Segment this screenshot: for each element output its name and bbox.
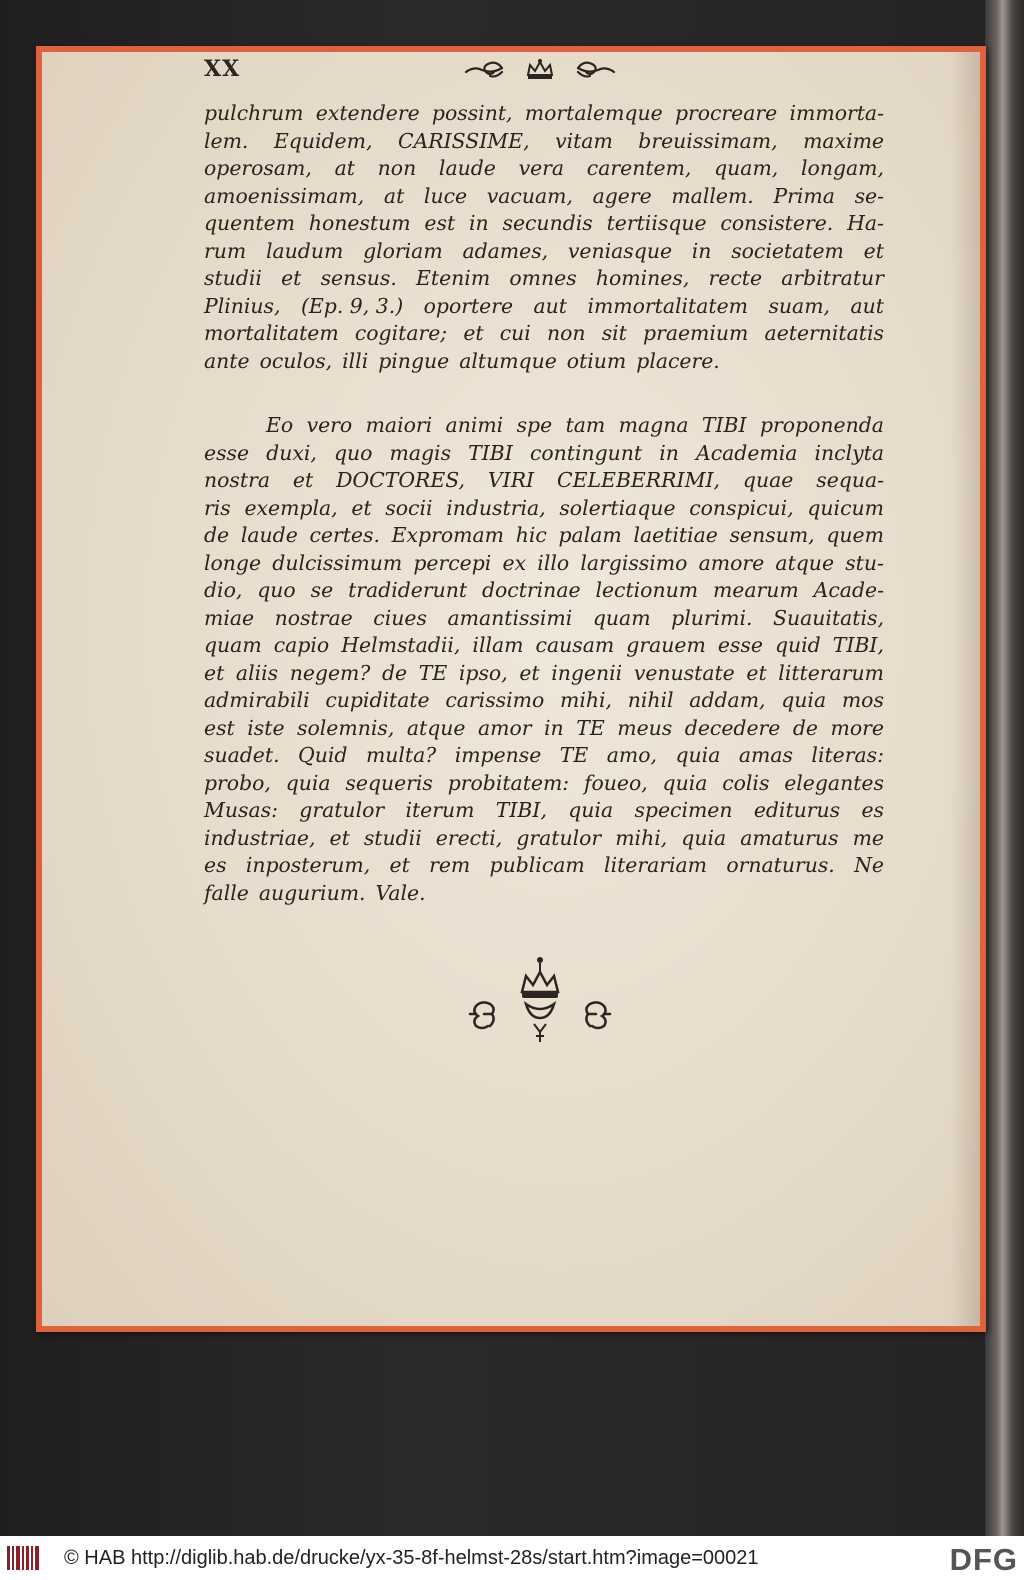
text-line	[204, 742, 884, 770]
word: studii	[204, 266, 262, 290]
word: tradiderunt	[348, 578, 468, 602]
word: laude	[240, 523, 298, 547]
word: sensum,	[729, 523, 815, 547]
word: VIRI	[487, 468, 535, 492]
word: Equidem,	[273, 128, 373, 153]
word: TE	[418, 660, 448, 685]
word: CELEBERRIMI,	[557, 468, 720, 492]
word: hic	[515, 523, 547, 547]
word: duxi,	[266, 440, 317, 465]
word: extendere	[315, 101, 420, 125]
word: ante	[204, 348, 250, 373]
word: inclyta	[814, 440, 884, 465]
word: illam	[472, 633, 524, 657]
text-line	[204, 265, 884, 293]
word: TIBI,	[832, 633, 884, 657]
word: lem.	[204, 128, 249, 153]
word: et	[863, 238, 884, 263]
word: es	[204, 853, 227, 877]
word: nihil	[627, 688, 674, 712]
word: quam,	[714, 156, 779, 180]
word: homines,	[595, 266, 690, 290]
word: aeternitatis	[764, 321, 884, 345]
word: negem?	[289, 660, 371, 685]
word: erecti,	[435, 825, 503, 850]
word: cogitare;	[354, 321, 448, 345]
word: plurimi.	[671, 605, 753, 630]
page-number: XX	[204, 56, 241, 82]
word: proponenda	[759, 413, 884, 437]
word: laetitiae	[633, 523, 718, 547]
word: doctrinae	[481, 578, 581, 602]
word: amaturus	[740, 825, 839, 850]
word: amas	[738, 743, 793, 767]
word: laudum	[265, 238, 344, 263]
word: in	[659, 440, 679, 465]
word: sequa-	[816, 468, 884, 492]
word: literas:	[811, 743, 884, 767]
text-line	[204, 100, 884, 128]
word: recte	[708, 266, 763, 290]
word: mortalemque	[524, 101, 663, 125]
word: studii	[363, 825, 422, 850]
text-line	[204, 852, 884, 880]
text-line	[204, 155, 884, 183]
word: quid	[774, 633, 821, 657]
word: de	[792, 715, 818, 740]
text-line	[204, 797, 884, 825]
word: possint,	[431, 101, 513, 125]
word: grauem	[626, 633, 706, 657]
word: et	[204, 660, 225, 685]
text-line	[204, 522, 884, 550]
word: Vale.	[375, 880, 426, 905]
text-line	[204, 238, 884, 266]
word: quia	[662, 770, 708, 795]
word: operosam,	[204, 156, 312, 180]
word: pulchrum	[204, 101, 304, 125]
word: editurus	[753, 798, 841, 822]
text-line	[204, 825, 884, 853]
word: ris	[204, 495, 231, 520]
word: iterum	[405, 798, 475, 822]
copyright-url-text: © HAB http://diglib.hab.de/drucke/yx-35-8f-helmst-28s/start.htm?image=00021	[64, 1546, 759, 1569]
word: et	[292, 468, 314, 492]
word: non	[546, 321, 586, 345]
text-line	[204, 550, 884, 578]
word: TIBI	[701, 413, 747, 437]
word: elegantes	[784, 770, 884, 795]
word: maiori	[365, 413, 433, 437]
word: rum	[204, 238, 247, 263]
word: pingue	[378, 348, 450, 373]
word: procreare	[674, 101, 778, 125]
word: aliis	[235, 660, 279, 685]
word: Academia	[695, 440, 798, 465]
word: in	[544, 715, 564, 740]
word: quentem	[204, 211, 295, 235]
word: de	[381, 660, 408, 685]
word: quia	[675, 743, 721, 767]
word: gloriam	[363, 238, 443, 263]
word: carentem,	[586, 156, 692, 180]
text-line	[204, 467, 884, 495]
word: ipso,	[458, 660, 508, 685]
word: quia	[285, 770, 331, 795]
word: TIBI,	[495, 798, 547, 822]
word: Acade-	[813, 578, 884, 602]
word: es	[861, 798, 884, 822]
word: mortalitatem	[204, 321, 339, 345]
word: tertiisque	[606, 211, 707, 235]
main-text	[204, 100, 884, 907]
word: quia	[781, 688, 827, 712]
word: solertiaque	[559, 495, 676, 520]
word: lectionum	[595, 578, 699, 602]
word: TE	[559, 743, 589, 767]
word: ex	[502, 550, 527, 575]
text-line	[204, 770, 884, 798]
word: industriae,	[204, 825, 316, 850]
word: sequeris	[345, 770, 433, 795]
word: Musas:	[204, 798, 278, 822]
word: adames,	[462, 238, 549, 263]
word: est	[204, 715, 235, 740]
word: ornaturus.	[726, 853, 835, 877]
word: magna	[618, 413, 689, 437]
word: nostra	[204, 468, 270, 492]
word: mos	[841, 688, 884, 712]
word: Helmstadii,	[341, 633, 461, 657]
word: sensus.	[320, 266, 397, 290]
word: se-	[854, 183, 884, 208]
text-line	[204, 183, 884, 211]
word: specimen	[634, 798, 733, 822]
word: atque	[406, 715, 466, 740]
text-line	[204, 293, 884, 321]
word: cui	[499, 321, 531, 345]
word: mihi,	[560, 688, 612, 712]
word: miae	[204, 605, 255, 630]
word: in	[691, 238, 712, 263]
word: at	[334, 156, 355, 180]
word: quae	[742, 468, 794, 492]
word: aut	[533, 293, 567, 318]
word: vitam	[555, 128, 613, 153]
word: Expromam	[391, 523, 504, 547]
word: TIBI	[468, 440, 513, 465]
word: amantissimi	[447, 605, 573, 630]
word: suadet.	[204, 743, 280, 767]
word: litterarum	[778, 660, 884, 685]
word: admirabili	[204, 688, 310, 712]
word: vero	[306, 413, 353, 437]
word: Ne	[854, 853, 884, 877]
word: oculos,	[259, 348, 333, 373]
word: cupiditate	[325, 688, 430, 712]
word: socii	[385, 495, 433, 520]
word: palam	[558, 523, 622, 547]
word: secundis	[502, 211, 593, 235]
word: nostrae	[274, 605, 353, 630]
word: conspicui,	[689, 495, 794, 520]
text-line	[204, 210, 884, 238]
word: falle	[204, 880, 249, 905]
word: iste	[247, 715, 285, 740]
word: me	[852, 825, 884, 850]
word: quam	[592, 605, 651, 630]
word: agere	[592, 183, 652, 208]
word: publicam	[489, 853, 585, 877]
text-line	[204, 320, 884, 348]
barcode-icon	[6, 1544, 42, 1572]
word: rem	[429, 853, 471, 877]
word: est	[424, 211, 456, 235]
word: breuissimam,	[638, 128, 778, 153]
word: probitatem:	[447, 770, 570, 795]
word: praemium	[643, 321, 749, 345]
word: immorta-	[789, 101, 884, 125]
word: et	[281, 266, 302, 290]
word: inposterum,	[245, 853, 371, 877]
word: mihi,	[615, 825, 668, 850]
word: Eo	[266, 413, 294, 437]
word: literariam	[604, 853, 708, 877]
word: amo,	[606, 743, 658, 767]
word: et	[519, 660, 540, 685]
word: quem	[826, 523, 884, 547]
text-line	[204, 687, 884, 715]
word: foueo,	[583, 770, 648, 795]
word: et	[463, 321, 484, 345]
word: solemnis,	[297, 715, 395, 740]
word: contingunt	[529, 440, 643, 465]
text-line	[204, 412, 884, 440]
word: longam,	[801, 156, 884, 180]
word: vacuam,	[486, 183, 573, 208]
word: quo	[333, 440, 373, 465]
word: Quid	[298, 743, 348, 767]
paragraph-gap	[204, 375, 884, 412]
text-line	[204, 880, 884, 908]
word: meus	[617, 715, 673, 740]
word: honestum	[308, 211, 411, 235]
word: Plinius,	[204, 293, 281, 318]
word: de	[204, 523, 230, 547]
word: amoenissimam,	[204, 183, 365, 208]
word: sit	[601, 321, 627, 345]
word: venustate	[633, 660, 735, 685]
word: TE	[576, 715, 605, 740]
word: suam,	[768, 293, 831, 318]
word: in	[468, 211, 489, 235]
word: immortalitatem	[587, 293, 748, 318]
word: colis	[722, 770, 770, 795]
word: placere.	[636, 348, 720, 373]
word: (Ep. 9, 3.)	[300, 293, 404, 318]
word: aut	[850, 293, 884, 318]
word: longe	[204, 550, 262, 575]
word: esse	[204, 440, 250, 465]
text-line	[204, 128, 884, 156]
word: addam,	[689, 688, 766, 712]
word: gratulor	[516, 825, 602, 850]
word: mearum	[712, 578, 799, 602]
word: ciues	[373, 605, 427, 630]
word: amore	[698, 550, 765, 575]
word: industria,	[446, 495, 546, 520]
word: et	[351, 495, 372, 520]
word: oportere	[423, 293, 514, 318]
word: Suauitatis,	[773, 605, 884, 630]
word: carissimo	[445, 688, 545, 712]
word: et	[746, 660, 767, 685]
word: quo	[257, 578, 296, 602]
word: quia	[681, 825, 727, 850]
word: Etenim	[416, 266, 491, 290]
word: illo	[537, 550, 570, 575]
word: gratulor	[299, 798, 385, 822]
word: se	[310, 578, 334, 602]
word: quicum	[807, 495, 884, 520]
text-line	[204, 605, 884, 633]
word: Prima	[773, 183, 835, 208]
footer-bar	[0, 1536, 1024, 1580]
word: arbitratur	[781, 266, 884, 290]
word: augurium.	[258, 880, 366, 905]
word: illi	[342, 348, 369, 373]
word: otium	[566, 348, 627, 373]
word: dulcissimum	[272, 550, 403, 575]
text-line	[204, 577, 884, 605]
word: multa?	[365, 743, 437, 767]
word: animi	[445, 413, 504, 437]
word: impense	[454, 743, 542, 767]
word: probo,	[204, 770, 271, 795]
word: quia	[568, 798, 614, 822]
word: omnes	[509, 266, 577, 290]
word: amor	[477, 715, 532, 740]
word: laude	[438, 156, 496, 180]
word: et	[329, 825, 350, 850]
word: more	[830, 715, 884, 740]
word: quam	[204, 633, 262, 657]
text-line	[204, 495, 884, 523]
word: magis	[389, 440, 452, 465]
dfg-logo: DFG	[949, 1542, 1018, 1577]
word: spe	[516, 413, 553, 437]
word: non	[377, 156, 417, 180]
word: consistere.	[720, 211, 834, 235]
text-line	[204, 440, 884, 468]
word: stu-	[845, 550, 884, 575]
word: tam	[565, 413, 606, 437]
word: dio,	[204, 578, 243, 602]
text-line	[204, 660, 884, 688]
word: decedere	[684, 715, 781, 740]
header-ornament	[450, 54, 630, 84]
word: et	[389, 853, 410, 877]
word: DOCTORES,	[336, 468, 466, 492]
text-line	[204, 632, 884, 660]
word: causam	[535, 633, 615, 657]
word: at	[383, 183, 405, 208]
tailpiece-ornament	[450, 952, 630, 1062]
word: maxime	[803, 128, 884, 153]
word: esse	[717, 633, 763, 657]
book-edge	[985, 0, 1024, 1536]
text-line	[204, 715, 884, 743]
word: largissimo	[580, 550, 688, 575]
word: veniasque	[567, 238, 673, 263]
word: exempla,	[244, 495, 338, 520]
word: percepi	[413, 550, 492, 575]
word: ingenii	[551, 660, 623, 685]
word: vera	[518, 156, 565, 180]
word: certes.	[309, 523, 380, 547]
word: atque	[775, 550, 835, 575]
word: mallem.	[671, 183, 754, 208]
word: altumque	[459, 348, 557, 373]
word: luce	[423, 183, 468, 208]
text-line	[204, 348, 884, 376]
word: capio	[273, 633, 330, 657]
word: CARISSIME,	[397, 128, 530, 153]
word: societatem	[731, 238, 844, 263]
word: Ha-	[847, 211, 884, 235]
